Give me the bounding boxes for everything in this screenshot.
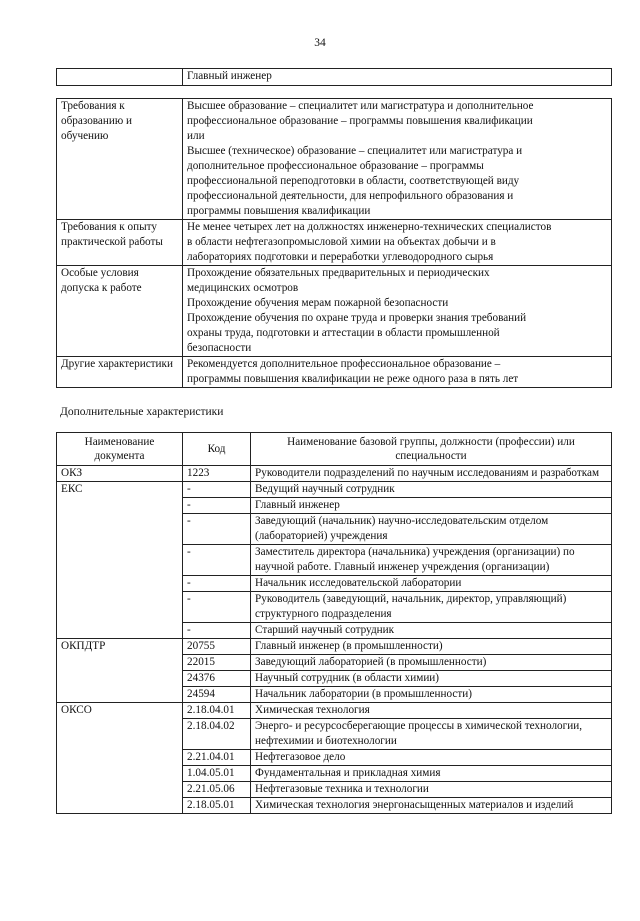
occupation-name: Ведущий научный сотрудник [251,482,612,498]
occupation-name: Нефтегазовое дело [251,750,612,766]
code-cell: 24594 [183,687,251,703]
requirement-row [57,99,612,220]
occupation-name: Главный инженер [251,498,612,514]
occupation-name: Энерго- и ресурсосберегающие процессы в химической технологии, нефтехимии и биотехнологии [251,719,612,750]
occupation-name: Руководители подразделений по научным исследованиям и разработкам [251,466,612,482]
requirement-line: или [187,130,205,142]
position-title: Главный инженер [183,69,612,86]
requirement-label: Требования к образованию и обучению [57,99,183,220]
occupation-name: Нефтегазовые техника и технологии [251,782,612,798]
code-cell: - [183,545,251,576]
requirement-text [183,220,612,266]
occupation-name: Главный инженер (в промышленности) [251,639,612,655]
document-name: ОКСО [57,703,183,814]
code-cell: 1.04.05.01 [183,766,251,782]
occupation-name: Заведующий (начальник) научно-исследовательским отделом (лабораторией) учреждения [251,514,612,545]
additional-characteristics-table [56,432,612,814]
code-cell: - [183,498,251,514]
requirement-line: профессиональное образование – программы повышения квалификации [187,115,533,127]
requirements-table [56,98,612,388]
occupation-name: Химическая технология энергонасыщенных материалов и изделий [251,798,612,814]
requirement-line: профессиональной переподготовки в области, соответствующей виду [187,175,520,187]
requirement-line: лабораториях подготовки и переработки углеводородного сырья [187,251,494,263]
occupation-name: Заместитель директора (начальника) учреждения (организации) по научной работе. Главный инженер учреждения (организации) [251,545,612,576]
requirement-line: Высшее образование – специалитет или магистратура и дополнительное [187,100,534,112]
occupation-name: Руководитель (заведующий, начальник, директор, управляющий) структурного подразделения [251,592,612,623]
requirement-text [183,357,612,388]
code-cell: - [183,592,251,623]
requirement-label: Другие характеристики [57,357,183,388]
table-row [57,69,612,86]
code-cell: - [183,623,251,639]
occupation-name: Научный сотрудник (в области химии) [251,671,612,687]
document-name: ОКЗ [57,466,183,482]
document-name: ОКПДТР [57,639,183,703]
code-cell: 2.18.04.01 [183,703,251,719]
requirement-label: Требования к опыту практической работы [57,220,183,266]
requirement-text [183,266,612,357]
code-cell: 2.21.05.06 [183,782,251,798]
requirement-line: Прохождение обязательных предварительных и периодических [187,267,490,279]
code-cell: - [183,576,251,592]
table-header-row [57,433,612,466]
requirement-line: Рекомендуется дополнительное профессиональное образование – [187,358,501,370]
requirement-line: Не менее четырех лет на должностях инженерно-технических специалистов [187,221,552,233]
code-cell: 22015 [183,655,251,671]
requirement-line: профессиональной деятельности, для непрофильного образования и [187,190,514,202]
section-title: Дополнительные характеристики [60,406,224,418]
requirement-line: дополнительное профессиональное образование – программы [187,160,484,172]
occupation-name: Заведующий лабораторией (в промышленности) [251,655,612,671]
header-document: Наименование документа [57,433,183,466]
code-cell: 1223 [183,466,251,482]
code-cell: - [183,482,251,498]
requirement-row [57,266,612,357]
occupation-name: Фундаментальная и прикладная химия [251,766,612,782]
code-cell: 24376 [183,671,251,687]
requirement-line: медицинских осмотров [187,282,299,294]
requirement-line: Прохождение обучения по охране труда и проверки знания требований [187,312,527,324]
requirement-line: охраны труда, подготовки и аттестации в области промышленной [187,327,500,339]
requirement-row [57,357,612,388]
requirement-text [183,99,612,220]
table-row [57,466,612,482]
empty-cell [57,69,183,86]
code-cell: 20755 [183,639,251,655]
requirement-line: в области нефтегазопромысловой химии на объектах добычи и в [187,236,496,248]
code-cell: - [183,514,251,545]
requirement-row [57,220,612,266]
code-cell: 2.18.05.01 [183,798,251,814]
table-row [57,639,612,655]
occupation-name: Химическая технология [251,703,612,719]
requirement-line: Прохождение обучения мерам пожарной безопасности [187,297,449,309]
occupation-name: Начальник лаборатории (в промышленности) [251,687,612,703]
requirement-line: безопасности [187,342,252,354]
requirement-line: Высшее (техническое) образование – специалитет или магистратура и [187,145,523,157]
requirement-line: программы повышения квалификации не реже одного раза в пять лет [187,373,519,385]
occupation-name: Старший научный сотрудник [251,623,612,639]
table-row [57,703,612,719]
occupation-name: Начальник исследовательской лаборатории [251,576,612,592]
page-number: 34 [314,37,326,49]
requirement-label: Особые условия допуска к работе [57,266,183,357]
header-code: Код [183,433,251,466]
table-row [57,482,612,498]
code-cell: 2.18.04.02 [183,719,251,750]
header-name: Наименование базовой группы, должности (профессии) или специальности [251,433,612,466]
code-cell: 2.21.04.01 [183,750,251,766]
document-name: ЕКС [57,482,183,639]
position-title-table [56,68,612,86]
requirement-line: программы повышения квалификации [187,205,371,217]
